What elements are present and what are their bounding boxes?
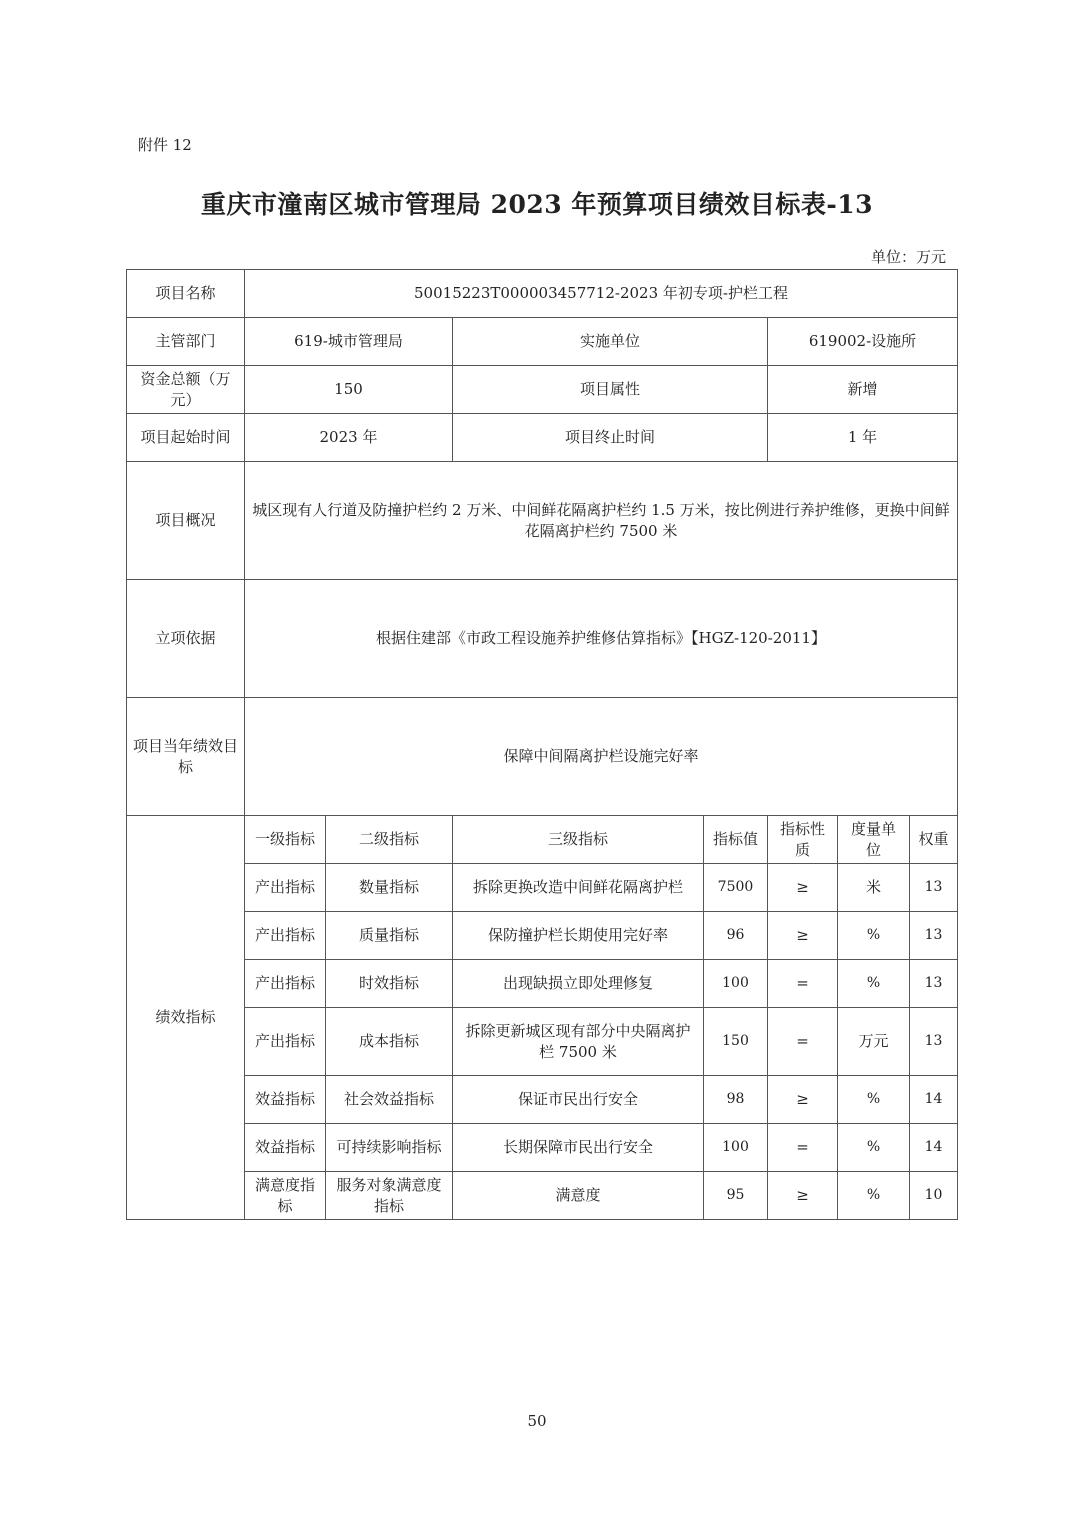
fund-value: 150 (245, 366, 453, 414)
row-l1: 产出指标 (245, 1008, 326, 1076)
dept-value: 619-城市管理局 (245, 318, 453, 366)
fund-label: 资金总额（万元） (127, 366, 245, 414)
header-l1: 一级指标 (245, 816, 326, 864)
end-label: 项目终止时间 (453, 414, 768, 462)
impl-value: 619002-设施所 (768, 318, 958, 366)
row-l3: 长期保障市民出行安全 (453, 1124, 704, 1172)
row-l2: 社会效益指标 (326, 1076, 453, 1124)
start-label: 项目起始时间 (127, 414, 245, 462)
row-l1: 产出指标 (245, 912, 326, 960)
table-row (127, 912, 958, 960)
row-l2: 数量指标 (326, 864, 453, 912)
table-row (127, 1172, 958, 1220)
header-unit: 度量单位 (838, 816, 910, 864)
row-l2: 可持续影响指标 (326, 1124, 453, 1172)
row-value: 100 (704, 1124, 768, 1172)
row-nature: = (768, 960, 838, 1008)
row-l1: 效益指标 (245, 1076, 326, 1124)
header-weight: 权重 (910, 816, 958, 864)
row-unit: % (838, 1076, 910, 1124)
impl-label: 实施单位 (453, 318, 768, 366)
row-weight: 14 (910, 1124, 958, 1172)
row-value: 95 (704, 1172, 768, 1220)
row-unit: 米 (838, 864, 910, 912)
project-name-label: 项目名称 (127, 270, 245, 318)
table-row (127, 1124, 958, 1172)
row-value: 7500 (704, 864, 768, 912)
row-l2: 质量指标 (326, 912, 453, 960)
page-number: 50 (527, 1412, 547, 1430)
table-row (127, 1076, 958, 1124)
attr-value: 新增 (768, 366, 958, 414)
start-value: 2023 年 (245, 414, 453, 462)
row-unit: % (838, 1124, 910, 1172)
row-l3: 出现缺损立即处理修复 (453, 960, 704, 1008)
row-l2: 成本指标 (326, 1008, 453, 1076)
row-nature: ≥ (768, 912, 838, 960)
dept-label: 主管部门 (127, 318, 245, 366)
row-l3: 满意度 (453, 1172, 704, 1220)
row-weight: 10 (910, 1172, 958, 1220)
unit-label: 单位：万元 (870, 248, 946, 266)
goal-value: 保障中间隔离护栏设施完好率 (245, 698, 958, 816)
overview-label: 项目概况 (127, 462, 245, 580)
row-l1: 效益指标 (245, 1124, 326, 1172)
row-nature: = (768, 1124, 838, 1172)
end-value: 1 年 (768, 414, 958, 462)
header-nature: 指标性质 (768, 816, 838, 864)
row-value: 100 (704, 960, 768, 1008)
basis-label: 立项依据 (127, 580, 245, 698)
row-weight: 13 (910, 912, 958, 960)
overview-value: 城区现有人行道及防撞护栏约 2 万米、中间鲜花隔离护栏约 1.5 万米，按比例进行养护维修，更换中间鲜花隔离护栏约 7500 米 (245, 462, 958, 580)
row-unit: % (838, 960, 910, 1008)
project-name-value: 50015223T000003457712-2023 年初专项-护栏工程 (245, 270, 958, 318)
row-l3: 拆除更新城区现有部分中央隔离护栏 7500 米 (453, 1008, 704, 1076)
row-unit: % (838, 1172, 910, 1220)
row-l2: 时效指标 (326, 960, 453, 1008)
row-weight: 13 (910, 864, 958, 912)
row-value: 150 (704, 1008, 768, 1076)
row-l3: 保证市民出行安全 (453, 1076, 704, 1124)
header-value: 指标值 (704, 816, 768, 864)
row-unit: 万元 (838, 1008, 910, 1076)
row-nature: = (768, 1008, 838, 1076)
row-weight: 13 (910, 1008, 958, 1076)
attr-label: 项目属性 (453, 366, 768, 414)
row-l3: 拆除更换改造中间鲜花隔离护栏 (453, 864, 704, 912)
row-unit: % (838, 912, 910, 960)
row-weight: 13 (910, 960, 958, 1008)
row-l1: 满意度指标 (245, 1172, 326, 1220)
attachment-label: 附件 12 (138, 136, 192, 154)
table-row (127, 1008, 958, 1076)
row-nature: ≥ (768, 864, 838, 912)
indicators-section-label: 绩效指标 (127, 816, 245, 1220)
basis-value: 根据住建部《市政工程设施养护维修估算指标》【HGZ-120-2011】 (245, 580, 958, 698)
row-value: 96 (704, 912, 768, 960)
header-l3: 三级指标 (453, 816, 704, 864)
row-nature: ≥ (768, 1076, 838, 1124)
table-row (127, 864, 958, 912)
row-l1: 产出指标 (245, 960, 326, 1008)
row-nature: ≥ (768, 1172, 838, 1220)
performance-table (126, 269, 958, 1220)
goal-label: 项目当年绩效目标 (127, 698, 245, 816)
row-l1: 产出指标 (245, 864, 326, 912)
row-value: 98 (704, 1076, 768, 1124)
header-l2: 二级指标 (326, 816, 453, 864)
row-weight: 14 (910, 1076, 958, 1124)
row-l2: 服务对象满意度指标 (326, 1172, 453, 1220)
page-title: 重庆市潼南区城市管理局 2023 年预算项目绩效目标表-13 (200, 190, 874, 219)
table-row (127, 960, 958, 1008)
row-l3: 保防撞护栏长期使用完好率 (453, 912, 704, 960)
